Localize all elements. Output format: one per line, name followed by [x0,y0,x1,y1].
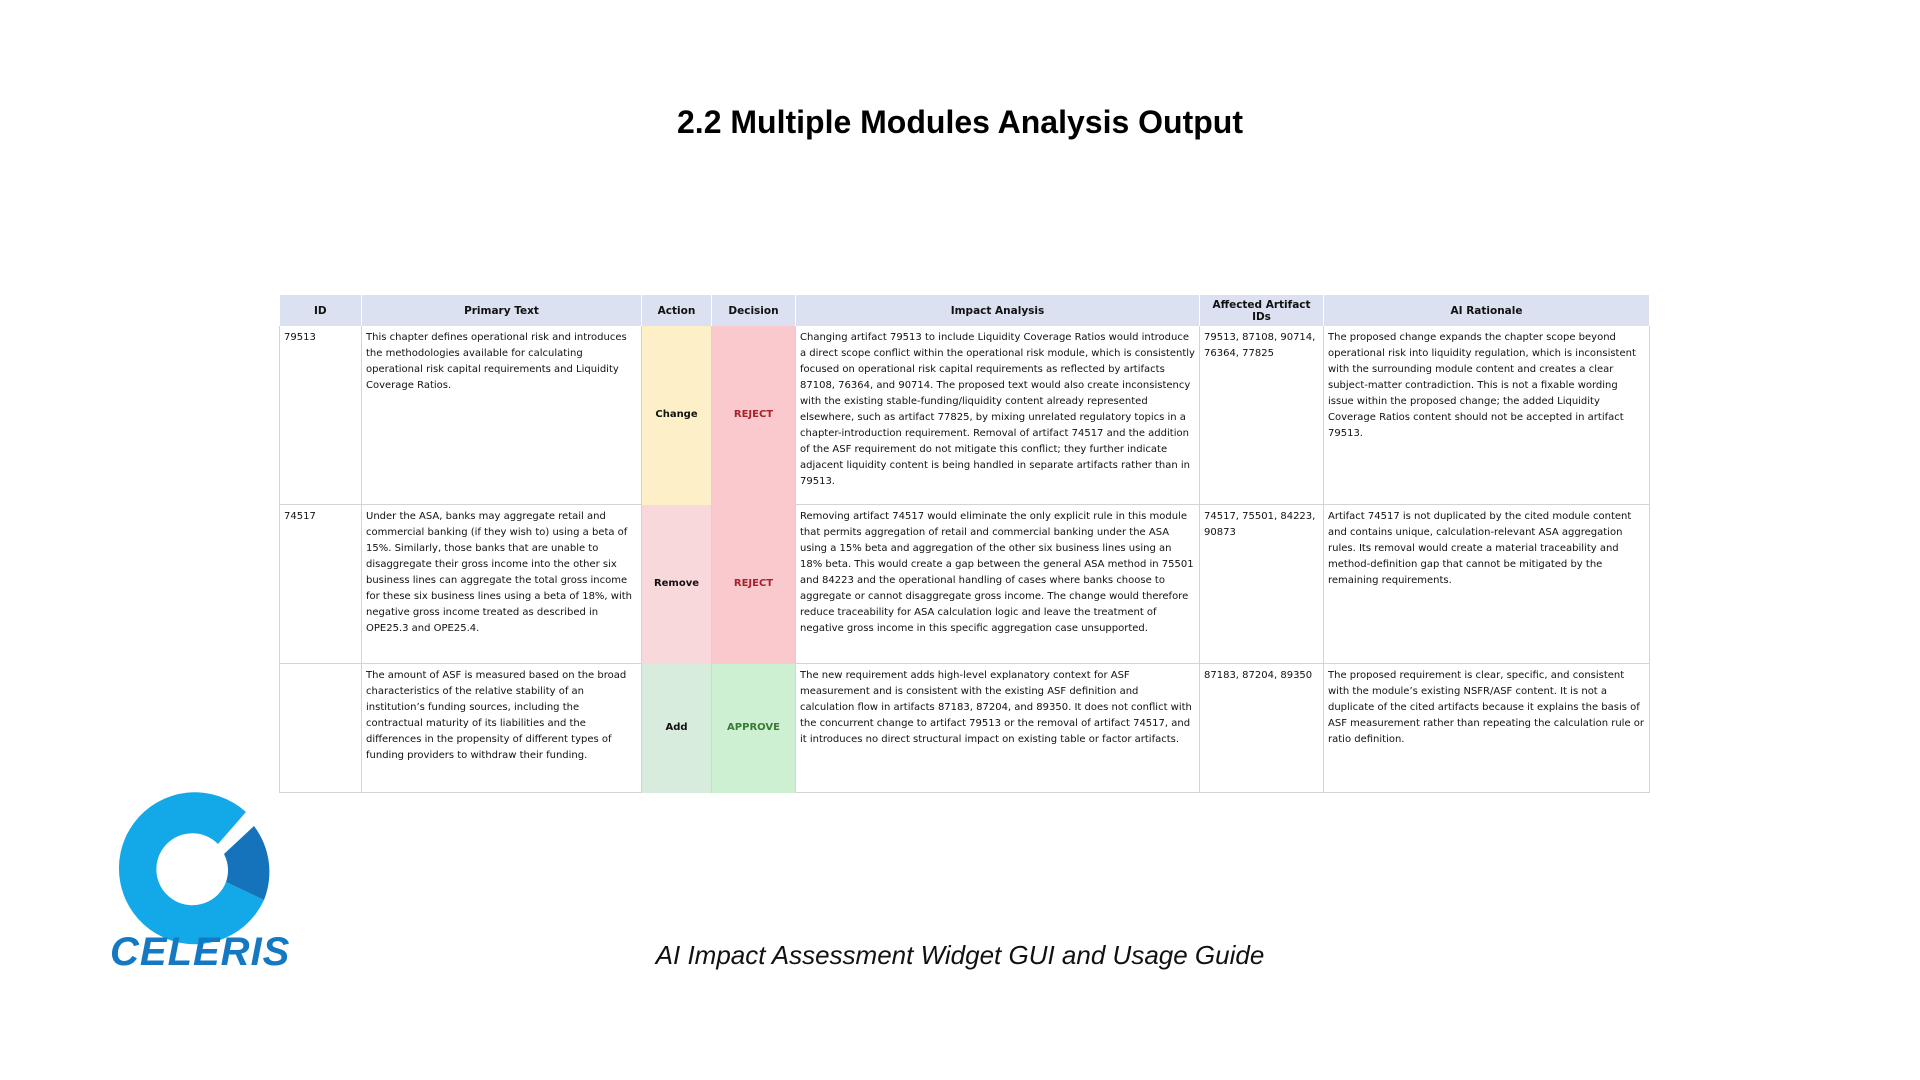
cell-impact-analysis: Changing artifact 79513 to include Liquidity Coverage Ratios would introduce a direct scope conflict within the operational risk module, which is consistently focused on operational risk capital requirements as reflected by artifacts 87108, 76364, and 90714. The proposed text would also create inconsistency with the existing stable-funding/liquidity content already represented elsewhere, such as artifact 77825, by mixing unrelated regulatory topics in a chapter-introduction requirement. Removal of artifact 74517 and the addition of the ASF requirement do not mitigate this conflict; they further indicate adjacent liquidity content is being handled in separate artifacts rather than in 79513. [796,326,1200,505]
column-header-impact-analysis: Impact Analysis [796,295,1200,326]
celeris-logo-text: CELERIS [110,930,291,974]
cell-decision: REJECT [712,505,796,664]
cell-impact-analysis: The new requirement adds high-level explanatory context for ASF measurement and is consistent with the existing ASF definition and calculation flow in artifacts 87183, 87204, and 89350. It does not conflict with the concurrent change to artifact 79513 or the removal of artifact 74517, and it introduces no direct structural impact on existing table or factor artifacts. [796,664,1200,793]
cell-action: Add [642,664,712,793]
table-row [280,664,1650,793]
analysis-table [279,295,1650,793]
column-header-affected-ids: Affected Artifact IDs [1200,295,1324,326]
cell-action: Change [642,326,712,505]
cell-ai-rationale: The proposed requirement is clear, specific, and consistent with the module’s existing NSFR/ASF content. It is not a duplicate of the cited artifacts because it explains the basis of ASF measurement rather than repeating the calculation rule or ratio definition. [1324,664,1650,793]
column-header-id: ID [280,295,362,326]
cell-primary-text: This chapter defines operational risk and introduces the methodologies available for calculating operational risk capital requirements and Liquidity Coverage Ratios. [362,326,642,505]
cell-ai-rationale: The proposed change expands the chapter scope beyond operational risk into liquidity regulation, which is inconsistent with the surrounding module content and creates a clear subject-matter contradiction. This is not a fixable wording issue within the proposed change; the added Liquidity Coverage Ratios content should not be accepted in artifact 79513. [1324,326,1650,505]
table-header-row [280,295,1650,326]
cell-ai-rationale: Artifact 74517 is not duplicated by the cited module content and contains unique, calculation-relevant ASA aggregation rules. Its removal would create a material traceability and method-definition gap that cannot be mitigated by the remaining requirements. [1324,505,1650,664]
cell-id: 74517 [280,505,362,664]
table-row [280,505,1650,664]
column-header-action: Action [642,295,712,326]
footer-caption: AI Impact Assessment Widget GUI and Usage Guide [655,940,1265,970]
page-title: 2.2 Multiple Modules Analysis Output [677,104,1243,140]
cell-id [280,664,362,793]
column-header-primary-text: Primary Text [362,295,642,326]
cell-impact-analysis: Removing artifact 74517 would eliminate the only explicit rule in this module that permits aggregation of retail and commercial banking under the ASA using a 15% beta and aggregation of the other six business lines using an 18% beta. This would create a gap between the general ASA method in 75501 and 84223 and the operational handling of cases where banks choose to aggregate or cannot disaggregate gross income. The change would therefore reduce traceability for ASA calculation logic and leave the treatment of negative gross income in this specific aggregation case unsupported. [796,505,1200,664]
cell-affected-ids: 74517, 75501, 84223, 90873 [1200,505,1324,664]
cell-action: Remove [642,505,712,664]
cell-primary-text: Under the ASA, banks may aggregate retail and commercial banking (if they wish to) using a beta of 15%. Similarly, those banks that are unable to disaggregate their gross income into the other six business lines can aggregate the total gross income for these six business lines using a beta of 18%, with negative gross income treated as described in OPE25.3 and OPE25.4. [362,505,642,664]
column-header-decision: Decision [712,295,796,326]
cell-affected-ids: 87183, 87204, 89350 [1200,664,1324,793]
cell-affected-ids: 79513, 87108, 90714, 76364, 77825 [1200,326,1324,505]
analysis-table-container [279,295,1649,793]
cell-decision: REJECT [712,326,796,505]
cell-id: 79513 [280,326,362,505]
cell-primary-text: The amount of ASF is measured based on the broad characteristics of the relative stability of an institution’s funding sources, including the contractual maturity of its liabilities and the differences in the propensity of different types of funding providers to withdraw their funding. [362,664,642,793]
cell-decision: APPROVE [712,664,796,793]
column-header-ai-rationale: AI Rationale [1324,295,1650,326]
table-row [280,326,1650,505]
